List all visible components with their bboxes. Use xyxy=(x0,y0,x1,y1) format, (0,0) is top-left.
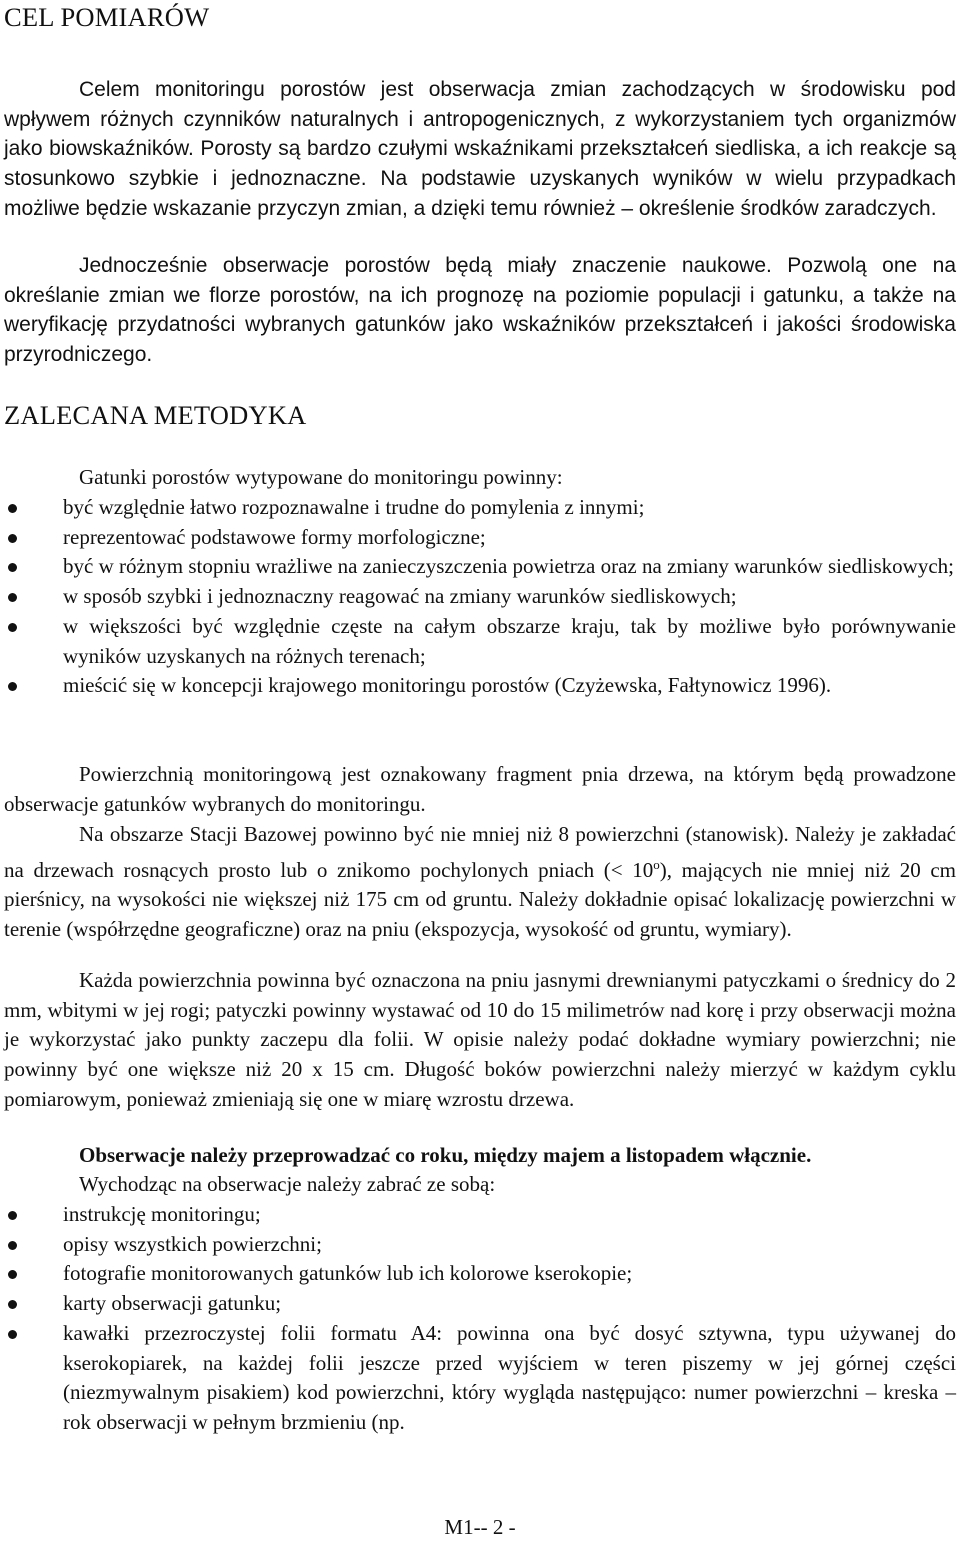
list-item xyxy=(0,552,960,582)
list-item xyxy=(0,1289,960,1319)
list-item-text: fotografie monitorowanych gatunków lub ich kolorowe kserokopie; xyxy=(63,1261,633,1286)
list-item xyxy=(0,612,960,671)
heading-cel-pomiarow: CEL POMIARÓW xyxy=(4,2,210,32)
list-item xyxy=(0,1319,960,1438)
list-item-text: w sposób szybki i jednoznaczny reagować na zmiany warunków siedliskowych; xyxy=(63,584,737,609)
list-item xyxy=(0,671,960,701)
paragraph-oznaczenie-text: Każda powierzchnia powinna być oznaczona na pniu jasnymi drewnianymi patyczkami o średnicy do 2 mm, wbitymi w jej rogi; patyczki powinny wystawać od 10 do 15 milimetrów nad korę i przy obserwacji można je wykorzystać jako punkty zaczepu dla folii. W opisie należy podać dokładne wymiary powierzchni; nie powinny być one większe niż 20 x 15 cm. Długość boków powierzchni należy mierzyć w każdym cyklu pomiarowym, ponieważ zmieniają się one w miarę wzrostu drzewa. xyxy=(4,968,956,1111)
bullet-icon xyxy=(8,682,17,691)
list-item-text: opisy wszystkich powierzchni; xyxy=(63,1231,322,1256)
list-item-text: w większości być względnie częste na całym obszarze kraju, tak by możliwe było porównywanie wyników uzyskanych na różnych terenach; xyxy=(63,613,956,668)
list-item-text: być w różnym stopniu wrażliwe na zanieczyszczenia powietrza oraz na zmiany warunków siedliskowych; xyxy=(63,554,954,579)
list-item-text: instrukcję monitoringu; xyxy=(63,1202,261,1226)
paragraph-wyposazenie-text: Wychodząc na obserwacje należy zabrać ze sobą: xyxy=(79,1172,496,1196)
list-item-text: być względnie łatwo rozpoznawalne i trudne do pomylenia z innymi; xyxy=(63,495,645,519)
list-item-text: kawałki przezroczystej folii formatu A4: powinna ona być dosyć sztywna, typu używanej do kserokopiarek, na każdej folii jeszcze przed wyjściem w teren piszemy w jej górnej części (niezmywalnym pisakiem) kod powierzchni, który wygląda następująco: numer powierzchni – kreska – rok obserwacji w pełnym brzmieniu (np. xyxy=(63,1320,956,1434)
bullet-icon xyxy=(8,1270,17,1279)
bullet-icon xyxy=(8,1241,17,1250)
paragraph-powierzchnia-text: Powierzchnią monitoringową jest oznakowany fragment pnia drzewa, na którym będą prowadzone obserwacje gatunków wybranych do monitoringu. xyxy=(4,762,956,816)
list-item xyxy=(0,523,960,553)
paragraph-cel-1-text: Celem monitoringu porostów jest obserwacja zmian zachodzących w środowisku pod wpływem różnych czynników naturalnych i antropogenicznych, z wykorzystaniem tych organizmów jako biowskaźników. Porosty są bardzo czułymi wskaźnikami przekształceń siedliska, a ich reakcje są stosunkowo szybkie i jednoznaczne. Na podstawie uzyskanych wyników w wielu przypadkach możliwe będzie wskazanie przyczyn zmian, a dzięki temu również – określenie środków zaradczych. xyxy=(4,78,956,220)
list-item-text: mieścić się w koncepcji krajowego monitoringu porostów (Czyżewska, Fałtynowicz 1996). xyxy=(63,673,832,698)
bullet-icon xyxy=(8,504,17,513)
equipment-list xyxy=(0,1200,960,1438)
list-item xyxy=(0,1200,960,1230)
paragraph-wyposazenie xyxy=(4,1170,956,1200)
bullet-icon xyxy=(8,563,17,572)
paragraph-oznaczenie xyxy=(4,966,956,1115)
heading-zalecana-metodyka: ZALECANA METODYKA xyxy=(4,400,307,430)
list-item xyxy=(0,582,960,612)
paragraph-stacja-text-a: Na obszarze Stacji Bazowej powinno być nie mniej niż 8 powierzchni (stanowisk). Należy je zakładać na drzewach rosnących prosto lub o znikomo pochylonych pniach (< 10 xyxy=(4,822,956,882)
paragraph-stacja xyxy=(4,820,956,945)
list-item xyxy=(0,1230,960,1260)
bullet-icon xyxy=(8,1300,17,1309)
degree-superscript: o xyxy=(653,856,660,872)
paragraph-intro xyxy=(4,463,956,493)
paragraph-powierzchnia xyxy=(4,760,956,819)
paragraph-intro-text: Gatunki porostów wytypowane do monitoringu powinny: xyxy=(79,465,563,489)
page-number: M1-- 2 - xyxy=(444,1515,516,1539)
list-item-text: reprezentować podstawowe formy morfologiczne; xyxy=(63,524,486,549)
bullet-icon xyxy=(8,593,17,602)
bullet-icon xyxy=(8,534,17,543)
list-item-text: karty obserwacji gatunku; xyxy=(63,1291,282,1316)
bullet-icon xyxy=(8,1211,17,1220)
bullet-icon xyxy=(8,623,17,632)
paragraph-cel-2-text: Jednocześnie obserwacje porostów będą miały znaczenie naukowe. Pozwolą one na określanie zmian we florze porostów, na ich prognozę na poziomie populacji i gatunku, a także na weryfikację przydatności wybranych gatunków jako wskaźników przekształceń i jakości środowiska przyrodniczego. xyxy=(4,254,956,367)
paragraph-cel-1 xyxy=(4,75,956,224)
bullet-icon xyxy=(8,1330,17,1339)
paragraph-cel-2 xyxy=(4,251,956,370)
paragraph-termin xyxy=(4,1141,956,1171)
paragraph-stacja-text-b: ), mających nie mniej niż 20 cm pierśnicy, na wysokości nie większej niż 175 cm od gruntu. Należy dokładnie opisać lokalizację powierzchni w terenie (współrzędne geograficzne) oraz na pniu (ekspozycja, wysokość od gruntu, wymiary). xyxy=(4,857,956,942)
list-item xyxy=(0,1259,960,1289)
paragraph-termin-text: Obserwacje należy przeprowadzać co roku, między majem a listopadem włącznie. xyxy=(79,1143,812,1167)
list-item xyxy=(0,493,960,523)
criteria-list xyxy=(0,493,960,701)
